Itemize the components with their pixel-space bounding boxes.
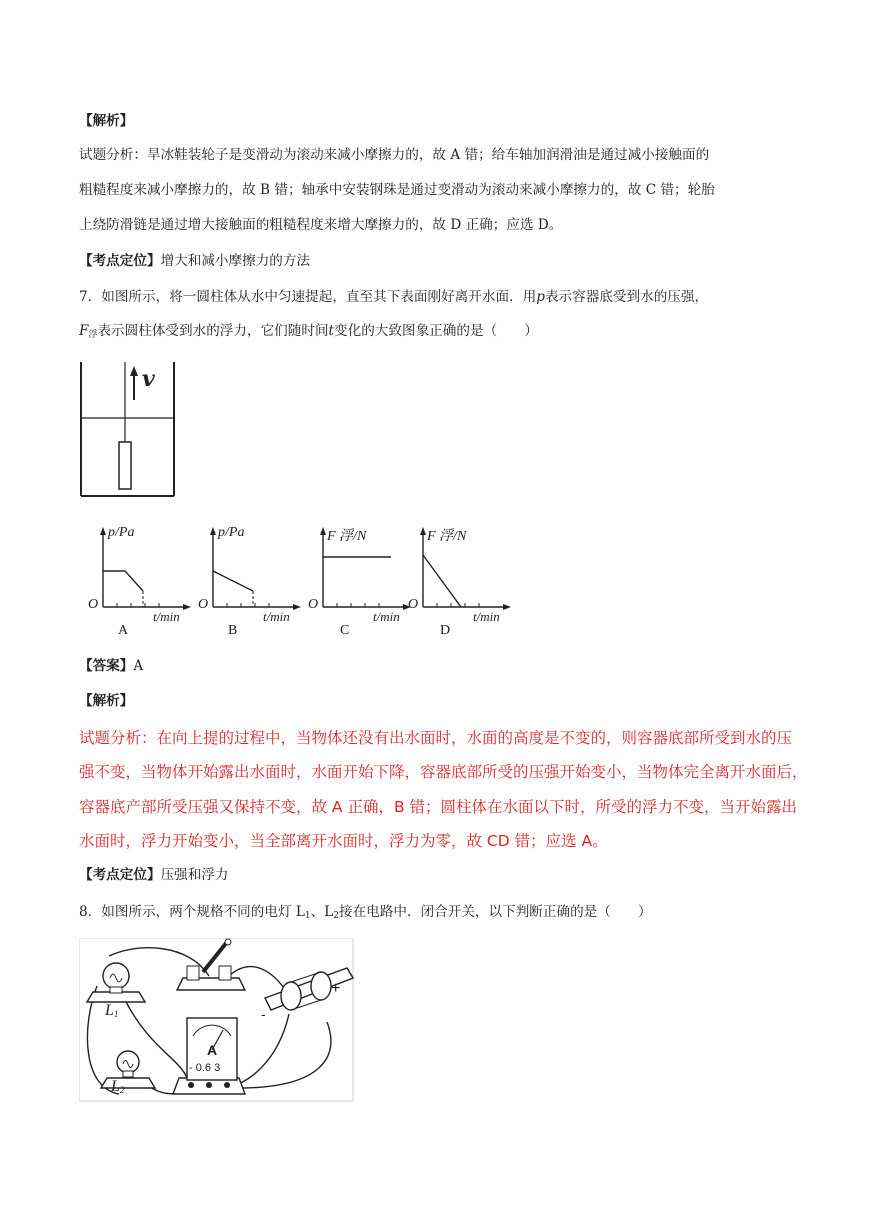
- graph-b-xlabel: t/min: [263, 609, 290, 624]
- graph-c: [305, 525, 415, 624]
- q7-text: 表示容器底受到水的压强，: [544, 289, 709, 305]
- graph-b-letter: B: [228, 623, 238, 638]
- analysis-line: 粗糙程度来减小摩擦力的，故 B 错；轴承中安装钢珠是通过变滑动为滚动来减小摩擦力的，故 C 错；轮胎: [79, 182, 715, 198]
- graph-a-origin: O: [88, 597, 99, 612]
- q8-sub: 2: [333, 911, 339, 921]
- analysis-line: 试题分析：在向上提的过程中，当物体还没有出水面时，水面的高度是不变的，则容器底部所受到水的压: [79, 729, 793, 747]
- f-symbol: F: [79, 323, 89, 339]
- graph-a: [85, 525, 195, 624]
- graph-a-ylabel: p/Pa: [108, 525, 135, 540]
- graph-d-letter: D: [440, 623, 451, 638]
- analysis-line: 强不变，当物体开始露出水面时，水面开始下降，容器底部所受的压强开始变小，当物体完全离开水面后，: [79, 763, 808, 781]
- graph-c-xlabel: t/min: [373, 609, 400, 624]
- ammeter-label: A: [207, 1042, 218, 1058]
- graph-d-xlabel: t/min: [473, 609, 500, 624]
- graph-d-origin: O: [408, 597, 419, 612]
- q8-text: 接在电路中．闭合开关，以下判断正确的是（ ）: [339, 904, 652, 920]
- battery-plus: +: [331, 980, 341, 997]
- graph-d-ylabel: F 浮/N: [427, 529, 467, 544]
- graph-d: [405, 525, 515, 624]
- graph-c-ylabel: F 浮/N: [327, 529, 367, 544]
- answer-value: A: [133, 658, 144, 674]
- q8-text: 、L: [310, 904, 334, 920]
- analysis-line: 水面时，浮力开始变小，当全部离开水面时，浮力为零，故 CD 错；应选 A。: [79, 832, 608, 850]
- key-point: [79, 866, 229, 884]
- analysis-heading: 【解析】: [79, 113, 134, 129]
- answer: [79, 657, 143, 675]
- answer-label: 【答案】: [79, 658, 134, 674]
- graph-b-ylabel: p/Pa: [218, 525, 245, 540]
- f-subscript: 浮: [88, 330, 98, 340]
- q7-text: 7．如图所示，将一圆柱体从水中匀速提起，直至其下表面刚好离开水面．用: [79, 289, 537, 305]
- graph-a-xlabel: t/min: [153, 609, 180, 624]
- graph-a-letter: A: [118, 623, 129, 638]
- graph-b-origin: O: [198, 597, 209, 612]
- key-point: [79, 252, 310, 270]
- l1-label: $L_1$: [105, 1002, 119, 1019]
- q7-text: 变化的大致图象正确的是（ ）: [334, 323, 538, 339]
- key-point-text: 增大和减小摩擦力的方法: [160, 253, 311, 269]
- graph-b: [195, 525, 305, 624]
- key-point-text: 压强和浮力: [160, 867, 229, 883]
- analysis-heading: 【解析】: [79, 693, 134, 709]
- q7-text: 表示圆柱体受到水的浮力，它们随时间: [97, 323, 329, 339]
- q7-stem-line1: [79, 288, 708, 306]
- battery-minus: -: [261, 1006, 266, 1022]
- p-symbol: p: [536, 289, 545, 305]
- q8-text: 8．如图所示，两个规格不同的电灯 L: [79, 904, 305, 920]
- analysis-line: 上绕防滑链是通过增大接触面的粗糙程度来增大摩擦力的，故 D 正确；应选 D。: [79, 217, 563, 233]
- graph-c-letter: C: [340, 623, 350, 638]
- l2-label: $L_2$: [111, 1078, 125, 1095]
- graph-c-origin: O: [308, 597, 319, 612]
- analysis-line: 容器底产部所受压强又保持不变，故 A 正确，B 错；圆柱体在水面以下时，所受的浮力不变，当开始露出: [79, 798, 798, 816]
- q8-sub: 1: [304, 911, 311, 921]
- ammeter-terminals: - 0.6 3: [189, 1062, 221, 1074]
- key-point-label: 【考点定位】: [79, 253, 161, 269]
- q8-stem: [79, 903, 652, 925]
- key-point-label: 【考点定位】: [79, 867, 161, 883]
- analysis-line: 试题分析：旱冰鞋装轮子是变滑动为滚动来减小摩擦力的，故 A 错；给车轴加润滑油是通过减小接触面的: [79, 147, 710, 163]
- t-symbol: t: [328, 323, 335, 339]
- container-figure: [79, 362, 179, 498]
- q7-stem-line2: [79, 322, 538, 344]
- velocity-label: v: [142, 366, 155, 392]
- circuit-figure: [79, 938, 354, 1102]
